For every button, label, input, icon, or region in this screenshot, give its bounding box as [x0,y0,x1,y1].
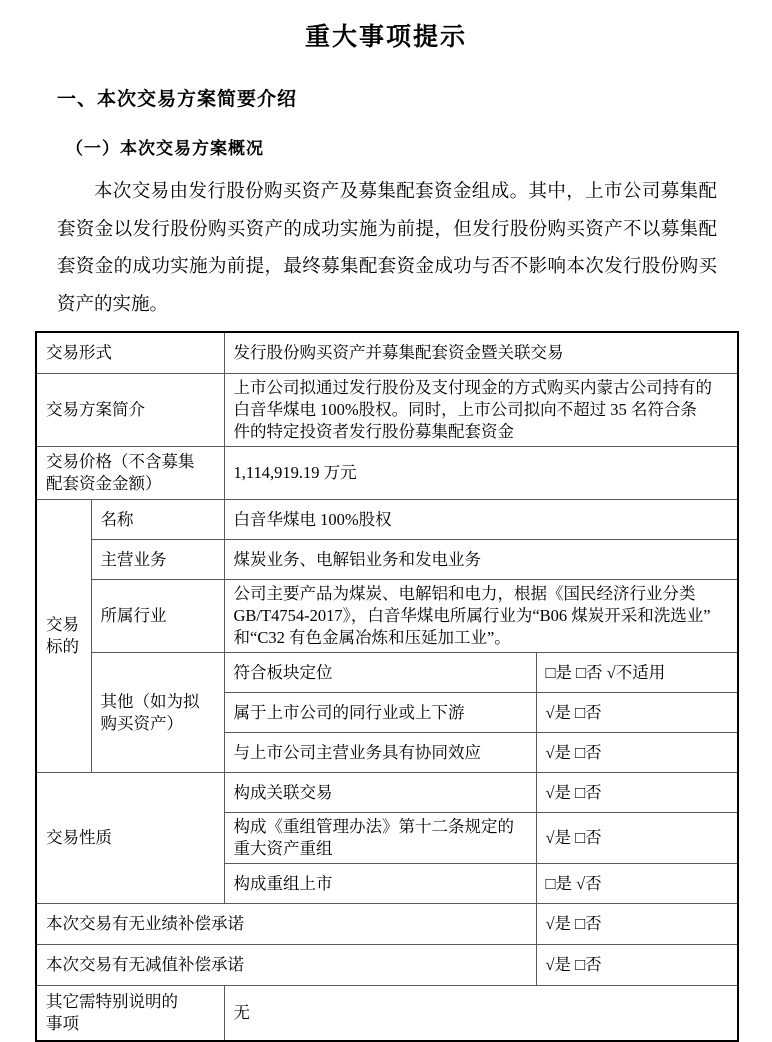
major-restructuring-label-cell: 构成《重组管理办法》第十二条规定的重大资产重组 [224,813,536,864]
trade-form-value-cell: 发行股份购买资产并募集配套资金暨关联交易 [224,332,738,374]
trade-price-value-cell: 1,114,919.19 万元 [224,447,738,500]
table-row [36,773,738,813]
table-row [36,447,738,500]
trade-price-label-cell: 交易价格（不含募集配套资金金额） [36,447,224,500]
table-row [36,540,738,580]
trade-plan-value-cell: 上市公司拟通过发行股份及支付现金的方式购买内蒙古公司持有的白音华煤电 100%股权。同时，上市公司拟向不超过 35 名符合条件的特定投资者发行股份募集配套资金 [224,374,738,447]
section-heading: 一、本次交易方案简要介绍 [57,89,298,110]
table-row [36,904,738,945]
table-row [36,653,738,693]
transaction-summary-table [35,331,739,1042]
related-transaction-label-cell: 构成关联交易 [224,773,536,813]
table-row [36,986,738,1042]
synergy-label-cell: 与上市公司主营业务具有协同效应 [224,733,536,773]
board-position-answer-cell: □是 □否 √不适用 [536,653,738,693]
table-row [36,374,738,447]
target-name-value-cell: 白音华煤电 100%股权 [224,500,738,540]
target-name-label-cell: 名称 [91,500,224,540]
subsection-heading: （一）本次交易方案概况 [66,139,264,158]
related-transaction-answer-cell: √是 □否 [536,773,738,813]
table-row [36,945,738,986]
document-page [0,20,772,1033]
restructuring-listing-answer-cell: □是 √否 [536,864,738,904]
impairment-commitment-label-cell: 本次交易有无减值补偿承诺 [36,945,536,986]
trade-form-label-cell: 交易形式 [36,332,224,374]
board-position-label-cell: 符合板块定位 [224,653,536,693]
performance-commitment-label-cell: 本次交易有无业绩补偿承诺 [36,904,536,945]
nature-group-label-cell: 交易性质 [36,773,224,904]
target-business-value-cell: 煤炭业务、电解铝业务和发电业务 [224,540,738,580]
synergy-answer-cell: √是 □否 [536,733,738,773]
target-group-label-cell: 交易标的 [36,500,91,773]
major-restructuring-answer-cell: √是 □否 [536,813,738,864]
impairment-commitment-answer-cell: √是 □否 [536,945,738,986]
page-title: 重大事项提示 [304,23,467,51]
intro-paragraph: 本次交易由发行股份购买资产及募集配套资金组成。其中，上市公司募集配套资金以发行股份购买资产的成功实施为前提，但发行股份购买资产不以募集配套资金的成功实施为前提，最终募集配套资金成功与否不影响本次发行股份购买资产的实施。 [57,182,717,315]
trade-plan-label-cell: 交易方案简介 [36,374,224,447]
target-business-label-cell: 主营业务 [91,540,224,580]
other-notes-label-cell: 其它需特别说明的事项 [36,986,224,1042]
same-industry-answer-cell: √是 □否 [536,693,738,733]
performance-commitment-answer-cell: √是 □否 [536,904,738,945]
same-industry-label-cell: 属于上市公司的同行业或上下游 [224,693,536,733]
table-row [36,332,738,374]
target-industry-value-cell: 公司主要产品为煤炭、电解铝和电力，根据《国民经济行业分类GB/T4754-2017》，白音华煤电所属行业为“B06 煤炭开采和洗选业”和“C32 有色金属冶炼和压延加工业”。 [224,580,738,653]
target-industry-label-cell: 所属行业 [91,580,224,653]
other-notes-value-cell: 无 [224,986,738,1042]
restructuring-listing-label-cell: 构成重组上市 [224,864,536,904]
target-other-label-cell: 其他（如为拟购买资产） [91,653,224,773]
table-row [36,580,738,653]
table-row [36,500,738,540]
